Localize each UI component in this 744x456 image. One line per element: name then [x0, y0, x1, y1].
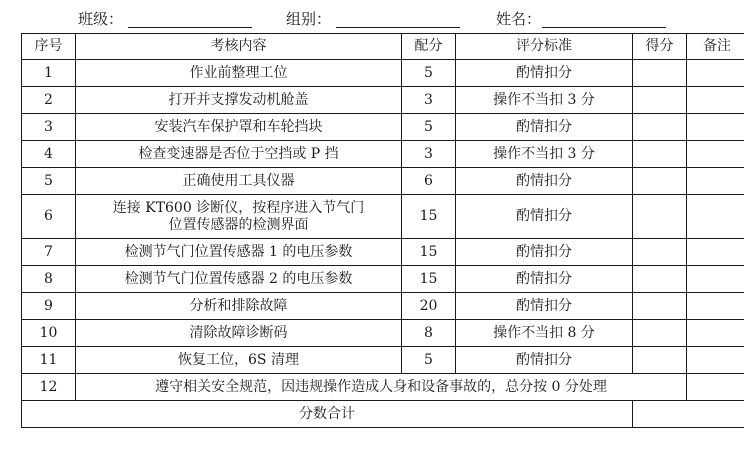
table-row — [22, 114, 744, 141]
row-points: 15 — [402, 195, 456, 239]
row-score-cell[interactable] — [633, 239, 687, 266]
table-row — [22, 168, 744, 195]
row-remark-cell[interactable] — [687, 320, 744, 347]
row-no: 9 — [22, 293, 76, 320]
row-content: 检测节气门位置传感器 1 的电压参数 — [76, 239, 402, 266]
row-remark-cell[interactable] — [687, 266, 744, 293]
row-score-cell[interactable] — [633, 168, 687, 195]
table-row — [22, 60, 744, 87]
class-field — [78, 8, 123, 29]
row-remark-cell[interactable] — [687, 347, 744, 374]
row-remark-cell[interactable] — [687, 87, 744, 114]
row-no: 10 — [22, 320, 76, 347]
row-remark-cell[interactable] — [687, 114, 744, 141]
row-score-cell[interactable] — [633, 320, 687, 347]
table-row — [22, 239, 744, 266]
row-remark-cell[interactable] — [687, 168, 744, 195]
table-row — [22, 87, 744, 114]
row-score-cell[interactable] — [633, 114, 687, 141]
row-criteria: 操作不当扣 3 分 — [456, 141, 633, 168]
row-content-line1: 连接 KT600 诊断仪，按程序进入节气门 — [112, 199, 365, 216]
table-row — [22, 141, 744, 168]
row-score-cell[interactable] — [633, 347, 687, 374]
row-criteria: 酌情扣分 — [456, 239, 633, 266]
row-content: 遵守相关安全规范，因违规操作造成人身和设备事故的，总分按 0 分处理 — [76, 374, 687, 401]
total-label: 分数合计 — [22, 401, 633, 428]
table-row — [22, 293, 744, 320]
table-row — [22, 374, 744, 401]
row-content-line2: 位置传感器的检测界面 — [168, 216, 309, 233]
row-points: 20 — [402, 293, 456, 320]
row-criteria: 操作不当扣 3 分 — [456, 87, 633, 114]
row-content: 作业前整理工位 — [76, 60, 402, 87]
name-blank-line[interactable] — [542, 27, 666, 28]
row-points: 3 — [402, 141, 456, 168]
row-no: 7 — [22, 239, 76, 266]
row-remark-cell[interactable] — [687, 60, 744, 87]
form-header — [0, 4, 744, 30]
total-row — [22, 401, 744, 428]
group-field — [286, 8, 331, 29]
row-score-cell[interactable] — [633, 87, 687, 114]
row-content — [76, 195, 402, 239]
col-header-score: 得分 — [633, 34, 687, 60]
row-no: 12 — [22, 374, 76, 401]
row-points: 15 — [402, 239, 456, 266]
row-no: 6 — [22, 195, 76, 239]
row-remark-cell[interactable] — [687, 374, 744, 401]
row-criteria: 酌情扣分 — [456, 60, 633, 87]
row-no: 2 — [22, 87, 76, 114]
row-points: 3 — [402, 87, 456, 114]
row-points: 5 — [402, 60, 456, 87]
col-header-content: 考核内容 — [76, 34, 402, 60]
table-row — [22, 320, 744, 347]
row-criteria: 操作不当扣 8 分 — [456, 320, 633, 347]
table-row — [22, 195, 744, 239]
row-remark-cell[interactable] — [687, 293, 744, 320]
name-field — [496, 8, 541, 29]
table-row — [22, 347, 744, 374]
row-points: 15 — [402, 266, 456, 293]
row-criteria: 酌情扣分 — [456, 114, 633, 141]
total-score-cell[interactable] — [633, 401, 744, 428]
group-label: 组别： — [286, 10, 332, 28]
col-header-criteria: 评分标准 — [456, 34, 633, 60]
row-content: 检测节气门位置传感器 2 的电压参数 — [76, 266, 402, 293]
assessment-table — [21, 33, 744, 428]
row-content: 正确使用工具仪器 — [76, 168, 402, 195]
row-content: 安装汽车保护罩和车轮挡块 — [76, 114, 402, 141]
row-content: 分析和排除故障 — [76, 293, 402, 320]
row-remark-cell[interactable] — [687, 195, 744, 239]
row-score-cell[interactable] — [633, 195, 687, 239]
row-remark-cell[interactable] — [687, 141, 744, 168]
row-criteria: 酌情扣分 — [456, 293, 633, 320]
row-score-cell[interactable] — [633, 60, 687, 87]
row-content: 恢复工位，6S 清理 — [76, 347, 402, 374]
row-no: 8 — [22, 266, 76, 293]
row-content: 打开并支撑发动机舱盖 — [76, 87, 402, 114]
row-criteria: 酌情扣分 — [456, 168, 633, 195]
name-label: 姓名： — [496, 10, 542, 28]
col-header-remark: 备注 — [687, 34, 744, 60]
row-remark-cell[interactable] — [687, 239, 744, 266]
row-no: 11 — [22, 347, 76, 374]
row-no: 4 — [22, 141, 76, 168]
row-criteria: 酌情扣分 — [456, 266, 633, 293]
row-no: 1 — [22, 60, 76, 87]
row-no: 3 — [22, 114, 76, 141]
row-content: 检查变速器是否位于空挡或 P 挡 — [76, 141, 402, 168]
row-content: 清除故障诊断码 — [76, 320, 402, 347]
group-blank-line[interactable] — [336, 27, 460, 28]
col-header-no: 序号 — [22, 34, 76, 60]
row-score-cell[interactable] — [633, 266, 687, 293]
table-row — [22, 266, 744, 293]
row-score-cell[interactable] — [633, 141, 687, 168]
row-no: 5 — [22, 168, 76, 195]
row-points: 6 — [402, 168, 456, 195]
class-blank-line[interactable] — [128, 27, 252, 28]
row-points: 8 — [402, 320, 456, 347]
row-points: 5 — [402, 114, 456, 141]
row-score-cell[interactable] — [633, 293, 687, 320]
col-header-points: 配分 — [402, 34, 456, 60]
row-criteria: 酌情扣分 — [456, 347, 633, 374]
row-criteria: 酌情扣分 — [456, 195, 633, 239]
table-header-row — [22, 34, 744, 60]
row-points: 5 — [402, 347, 456, 374]
class-label: 班级： — [78, 10, 124, 28]
